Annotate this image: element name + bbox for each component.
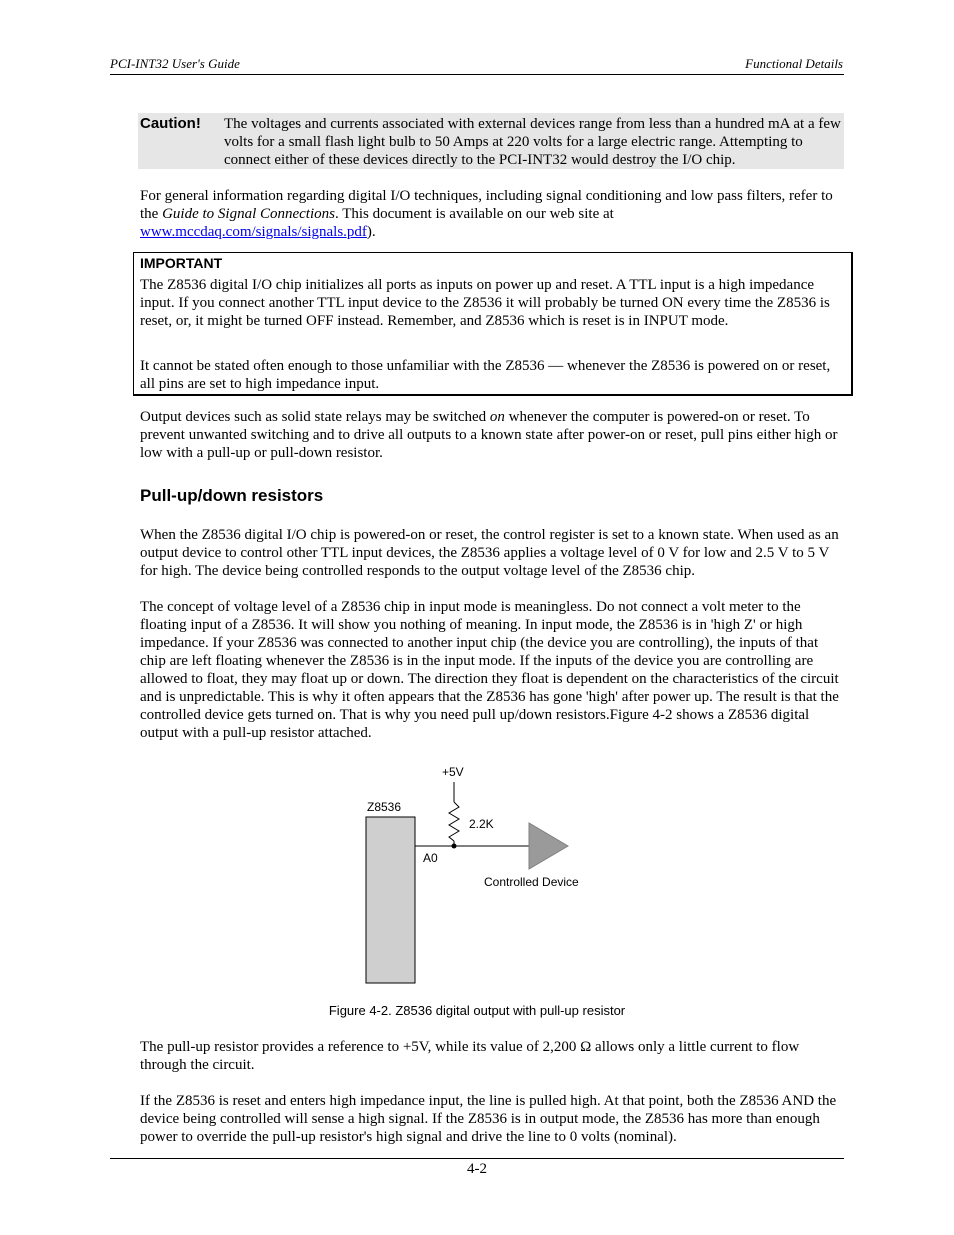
general-info-paragraph	[140, 187, 844, 241]
section-title: Pull-up/down resistors	[140, 486, 324, 505]
z8536-chip-block	[366, 817, 415, 983]
figure-caption: Figure 4-2. Z8536 digital output with pull-up resistor	[328, 1003, 626, 1018]
output-devices-em: on	[489, 409, 505, 425]
section-paragraph-2: The concept of voltage level of a Z8536 chip in input mode is meaningless. Do not connect a volt meter to the floating input of a Z8536. It will show you nothing of meaning. In input mode, the Z8536 is in 'high Z' or high impedance. If your Z8536 was connected to another input chip (the device you are controlling), the inputs of that chip are left floating whenever the Z8536 is in the input mode. If the inputs of the device you are controlling are allowed to float, they may float up or down. The direction they float is dependent on the characteristics of the circuit and is unpredictable. This is why it often appears that the Z8536 has gone 'high' after power up. The result is that the controlled device gets turned on. That is why you need pull up/down resistors.Figure 4-2 shows a Z8536 digital output with a pull-up resistor attached.	[140, 599, 839, 741]
caution-label: Caution!	[140, 115, 201, 132]
footer-rule	[110, 1158, 844, 1159]
general-info-text-2: . This document is available on our web site at	[334, 206, 614, 222]
device-label: Controlled Device	[484, 875, 579, 889]
running-header-title: PCI-INT32 User's Guide	[110, 56, 240, 71]
caution-text: The voltages and currents associated with external devices range from less than a hundred mA at a few volts for a small flash light bulb to 50 Amps at 220 volts for a large electric range. Attempting to connect either of these devices directly to the PCI-INT32 would destroy the I/O chip.	[224, 116, 841, 168]
figure-4-2	[300, 755, 640, 995]
output-devices-text-1: Output devices such as solid state relays may be switched	[140, 409, 490, 425]
general-info-text-1: For general information regarding digital I/O techniques, including signal conditioning and low pass filters, refer to the	[140, 188, 833, 222]
section-paragraph-1: When the Z8536 digital I/O chip is powered-on or reset, the control register is set to a known state. When used as an output device to control other TTL input devices, the Z8536 applies a voltage level of 0 V for low and 2.5 V to 5 V for high. The device being controlled responds to the output voltage level of the Z8536 chip.	[140, 527, 839, 579]
pullup-schematic	[300, 755, 640, 995]
signals-pdf-link[interactable]: www.mccdaq.com/signals/signals.pdf	[140, 224, 367, 240]
important-paragraph-1: The Z8536 digital I/O chip initializes all ports as inputs on power up and reset. A TTL input is a high impedance input. If you connect another TTL input device to the Z8536 it will probably be turned ON every time the Z8536 is reset, or, it might be turned OFF instead. Remember, and Z8536 which is reset is in INPUT mode.	[140, 277, 830, 329]
running-header-section: Functional Details	[745, 56, 843, 71]
after-figure-paragraph-1: The pull-up resistor provides a reference to +5V, while its value of 2,200 Ω allows only a little current to flow through the circuit.	[140, 1039, 800, 1073]
chip-label: Z8536	[367, 800, 402, 814]
page-number: 4-2	[467, 1161, 487, 1177]
pullup-resistor	[449, 802, 459, 841]
pin-label: A0	[423, 851, 438, 865]
header-rule	[110, 74, 844, 75]
supply-label: +5V	[442, 765, 464, 779]
important-title: IMPORTANT	[140, 255, 223, 271]
after-figure-paragraph-2: If the Z8536 is reset and enters high impedance input, the line is pulled high. At that point, both the Z8536 AND the device being controlled will sense a high signal. If the Z8536 is in output mode, the Z8536 has more than enough power to override the pull-up resistor's high signal and drive the line to 0 volts (nominal).	[140, 1093, 837, 1145]
general-info-text-3: ).	[366, 224, 376, 240]
important-paragraph-2: It cannot be stated often enough to those unfamiliar with the Z8536 — whenever the Z8536 is powered on or reset, all pins are set to high impedance input.	[140, 358, 831, 392]
output-devices-text-2: whenever the computer is powered-on or reset. To prevent unwanted switching and to drive all outputs to a known state after power-on or reset, pull pins either high or low with a pull-up or pull-down resistor.	[140, 409, 838, 461]
controlled-device-symbol	[529, 823, 568, 869]
resistor-label: 2.2K	[469, 817, 494, 831]
output-devices-paragraph	[140, 408, 844, 462]
caution-box	[138, 113, 844, 169]
important-box	[133, 252, 853, 396]
guide-title: Guide to Signal Connections	[162, 206, 335, 222]
